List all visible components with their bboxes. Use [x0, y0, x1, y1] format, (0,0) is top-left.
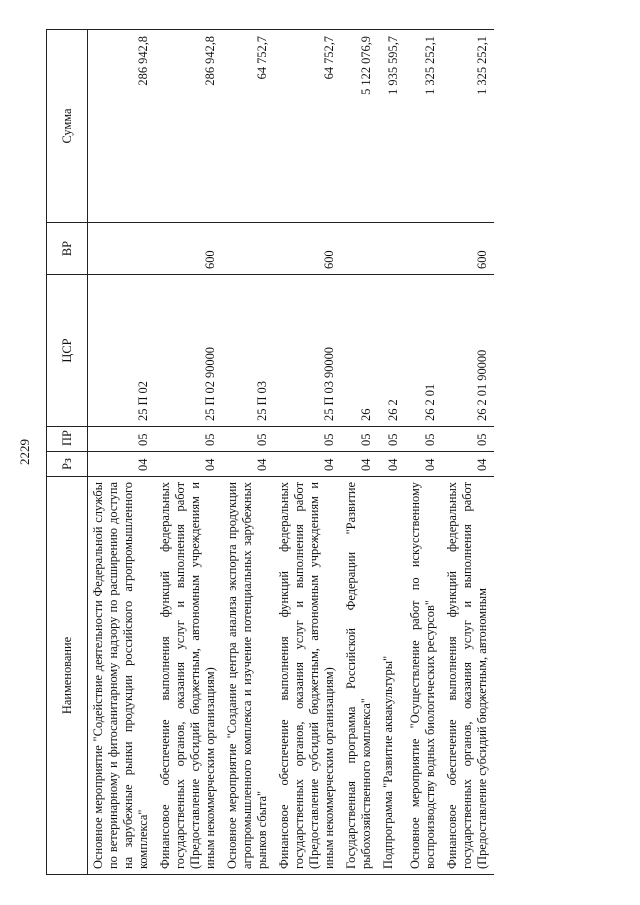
rotated-table-page — [46, 30, 594, 875]
row-sum: 1 325 252,1 — [405, 30, 442, 223]
header-rz: Рз — [47, 452, 88, 477]
row-sum: 64 752,7 — [274, 30, 341, 223]
row-csr: 26 2 01 90000 — [442, 275, 494, 427]
row-pr: 05 — [222, 427, 274, 452]
table-row — [341, 30, 378, 875]
row-csr: 26 — [341, 275, 378, 427]
row-rz: 04 — [88, 452, 156, 477]
header-sum: Сумма — [47, 30, 88, 223]
row-rz: 04 — [222, 452, 274, 477]
row-name: Финансовое обеспечение выполнения функций федеральных государственных органов, оказания услуг и выполнения работ (Предоставление субсидий бюджетным, автономным — [442, 477, 494, 875]
header-vr: ВР — [47, 223, 88, 275]
page-number: 2229 — [17, 439, 32, 465]
row-pr: 05 — [341, 427, 378, 452]
row-vr: 600 — [155, 223, 222, 275]
row-csr: 25 П 03 — [222, 275, 274, 427]
row-sum: 286 942,8 — [155, 30, 222, 223]
row-vr — [405, 223, 442, 275]
row-name: Подпрограмма "Развитие аквакультуры" — [378, 477, 405, 875]
table-row — [274, 30, 341, 875]
row-sum: 286 942,8 — [88, 30, 156, 223]
row-vr — [222, 223, 274, 275]
row-name: Финансовое обеспечение выполнения функций федеральных государственных органов, оказания услуг и выполнения работ (Предоставление субсидий бюджетным, автономным учреждениям и иным некоммерческим организациям) — [274, 477, 341, 875]
row-name: Основное мероприятие "Содействие деятельности Федеральной службы по ветеринарному и фитосанитарному надзору по расширению доступа на зарубежные рынки продукции российского агропромышленного комплекса" — [88, 477, 156, 875]
row-sum: 5 122 076,9 — [341, 30, 378, 223]
row-pr: 05 — [442, 427, 494, 452]
table-row — [378, 30, 405, 875]
header-csr: ЦСР — [47, 275, 88, 427]
row-pr: 05 — [88, 427, 156, 452]
row-pr: 05 — [405, 427, 442, 452]
row-name: Основное мероприятие "Осуществление работ по искусственному воспроизводству водных биологических ресурсов" — [405, 477, 442, 875]
budget-table — [46, 29, 494, 875]
table-row — [405, 30, 442, 875]
row-csr: 26 2 — [378, 275, 405, 427]
row-csr: 26 2 01 — [405, 275, 442, 427]
table-row — [442, 30, 494, 875]
row-vr — [88, 223, 156, 275]
row-vr: 600 — [442, 223, 494, 275]
row-vr — [341, 223, 378, 275]
header-pr: ПР — [47, 427, 88, 452]
row-pr: 05 — [155, 427, 222, 452]
header-name: Наименование — [47, 477, 88, 875]
row-pr: 05 — [274, 427, 341, 452]
row-csr: 25 П 02 — [88, 275, 156, 427]
row-rz: 04 — [442, 452, 494, 477]
table-header-row — [47, 30, 88, 875]
row-csr: 25 П 03 90000 — [274, 275, 341, 427]
row-csr: 25 П 02 90000 — [155, 275, 222, 427]
table-row — [222, 30, 274, 875]
row-rz: 04 — [378, 452, 405, 477]
row-rz: 04 — [341, 452, 378, 477]
row-name: Государственная программа Российской Федерации "Развитие рыбохозяйственного комплекса" — [341, 477, 378, 875]
row-name: Основное мероприятие "Создание центра анализа экспорта продукции агропромышленного комплекса и изучение потенциальных зарубежных рынков сбыта" — [222, 477, 274, 875]
row-sum: 1 325 252,1 — [442, 30, 494, 223]
row-rz: 04 — [274, 452, 341, 477]
row-rz: 04 — [405, 452, 442, 477]
row-sum: 1 935 595,7 — [378, 30, 405, 223]
table-row — [155, 30, 222, 875]
row-sum: 64 752,7 — [222, 30, 274, 223]
row-vr: 600 — [274, 223, 341, 275]
table-row — [88, 30, 156, 875]
row-vr — [378, 223, 405, 275]
row-rz: 04 — [155, 452, 222, 477]
row-name: Финансовое обеспечение выполнения функций федеральных государственных органов, оказания услуг и выполнения работ (Предоставление субсидий бюджетным, автономным учреждениям и иным некоммерческим организациям) — [155, 477, 222, 875]
row-pr: 05 — [378, 427, 405, 452]
